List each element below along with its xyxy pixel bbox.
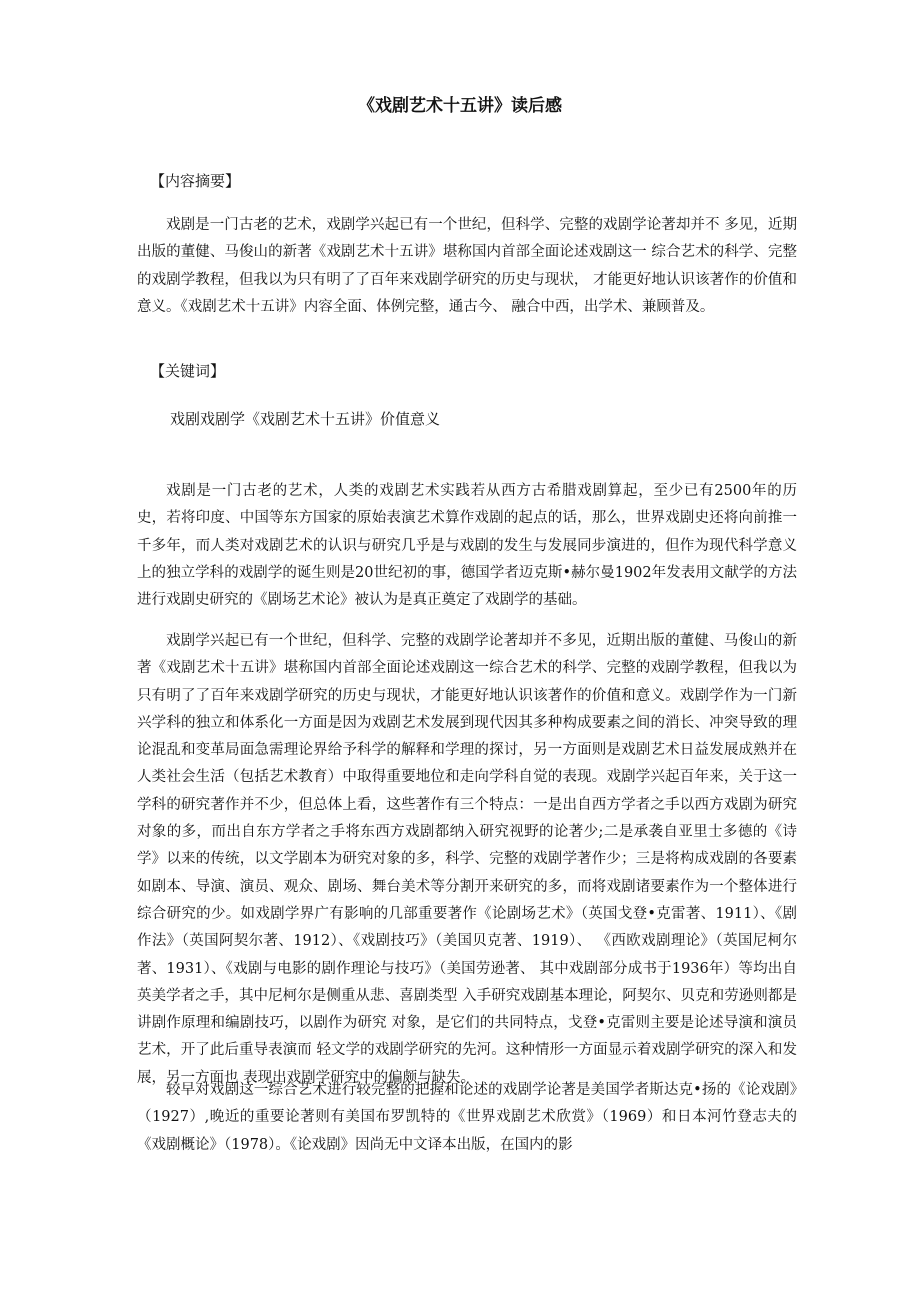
document-title: 《戏剧艺术十五讲》读后感: [358, 96, 562, 116]
body-paragraph-1: 戏剧是一门古老的艺术，人类的戏剧艺术实践若从西方古希腊戏剧算起，至少已有2500年的历史，若将印度、中国等东方国家的原始表演艺术算作戏剧的起点的话，那么，世界戏剧史还将向前推一千多年，而人类对戏剧艺术的认识与研究几乎是与戏剧的发生与发展同步演进的，但作为现代科学意义上的独立学科的戏剧学的诞生则是20世纪初的事，德国学者迈克斯•赫尔曼1902年发表用文献学的方法进行戏剧史研究的《剧场艺术论》被认为是真正奠定了戏剧学的基础。: [137, 483, 797, 609]
body-paragraph-2: 戏剧学兴起已有一个世纪，但科学、完整的戏剧学论著却并不多见，近期出版的董健、马俊山的新著《戏剧艺术十五讲》堪称国内首部全面论述戏剧这一综合艺术的科学、完整的戏剧学教程，但我以为只有明了了百年来戏剧学研究的历史与现状，才能更好地认识该著作的价值和意义。戏剧学作为一门新兴学科的独立和体系化一方面是因为戏剧艺术发展到现代因其多种构成要素之间的消长、冲突导致的理论混乱和变革局面急需理论界给予科学的解释和学理的探讨，另一方面则是戏剧艺术日益发展成熟并在人类社会生活（包括艺术教育）中取得重要地位和走向学科自觉的表现。戏剧学兴起百年来，关于这一学科的研究著作并不少，但总体上看，这些著作有三个特点：一是出自西方学者之手以西方戏剧为研究对象的多，而出自东方学者之手将东西方戏剧都纳入研究视野的论著少;二是承袭自亚里士多德的《诗学》以来的传统，以文学剧本为研究对象的多，科学、完整的戏剧学著作少；三是将构成戏剧的各要素如剧本、导演、演员、观众、剧场、舞台美术等分割开来研究的多，而将戏剧诸要素作为一个整体进行综合研究的少。如戏剧学界广有影响的几部重要著作《论剧场艺术》（英国戈登•克雷著、1911）、《剧作法》（英国阿契尔著、1912）、《戏剧技巧》（美国贝克著、1919）、 《西欧戏剧理论》（英国尼柯尔著、1931）、《戏剧与电影的剧作理论与技巧》（美国劳逊著、 其中戏剧部分成书于1936年）等均出自英美学者之手，其中尼柯尔是侧重从悲、喜剧类型 入手研究戏剧基本理论，阿契尔、贝克和劳逊则都是讲剧作原理和编剧技巧，以剧作为研究 对象，是它们的共同特点，戈登•克雷则主要是论述导演和演员艺术，开了此后重导表演而 轻文学的戏剧学研究的先河。这种情形一方面显示着戏剧学研究的深入和发展，另一方面也 表现出戏剧学研究中的偏颇与缺失。: [137, 633, 797, 1086]
abstract-label: 【内容摘要】: [150, 172, 241, 190]
keywords-text: 戏剧戏剧学《戏剧艺术十五讲》价值意义: [170, 410, 441, 428]
keywords-label: 【关键词】: [150, 362, 226, 380]
body-paragraph-3: 较早对戏剧这一综合艺术进行较完整的把握和论述的戏剧学论著是美国学者斯达克•扬的《论戏剧》（1927）,晚近的重要论著则有美国布罗凯特的《世界戏剧艺术欣赏》（1969）和日本河竹登志夫的《戏剧概论》（1978）。《论戏剧》因尚无中文译本出版，在国内的影: [137, 1082, 797, 1153]
abstract-text: 戏剧是一门古老的艺术，戏剧学兴起已有一个世纪，但科学、完整的戏剧学论著却并不 多见，近期出版的董健、马俊山的新著《戏剧艺术十五讲》堪称国内首部全面论述戏剧这一 综合艺术的科学、完整的戏剧学教程，但我以为只有明了了百年来戏剧学研究的历史与现状， 才能更好地认识该著作的价值和意义。《戏剧艺术十五讲》内容全面、体例完整，通古今、 融合中西，出学术、兼顾普及。: [137, 217, 797, 315]
